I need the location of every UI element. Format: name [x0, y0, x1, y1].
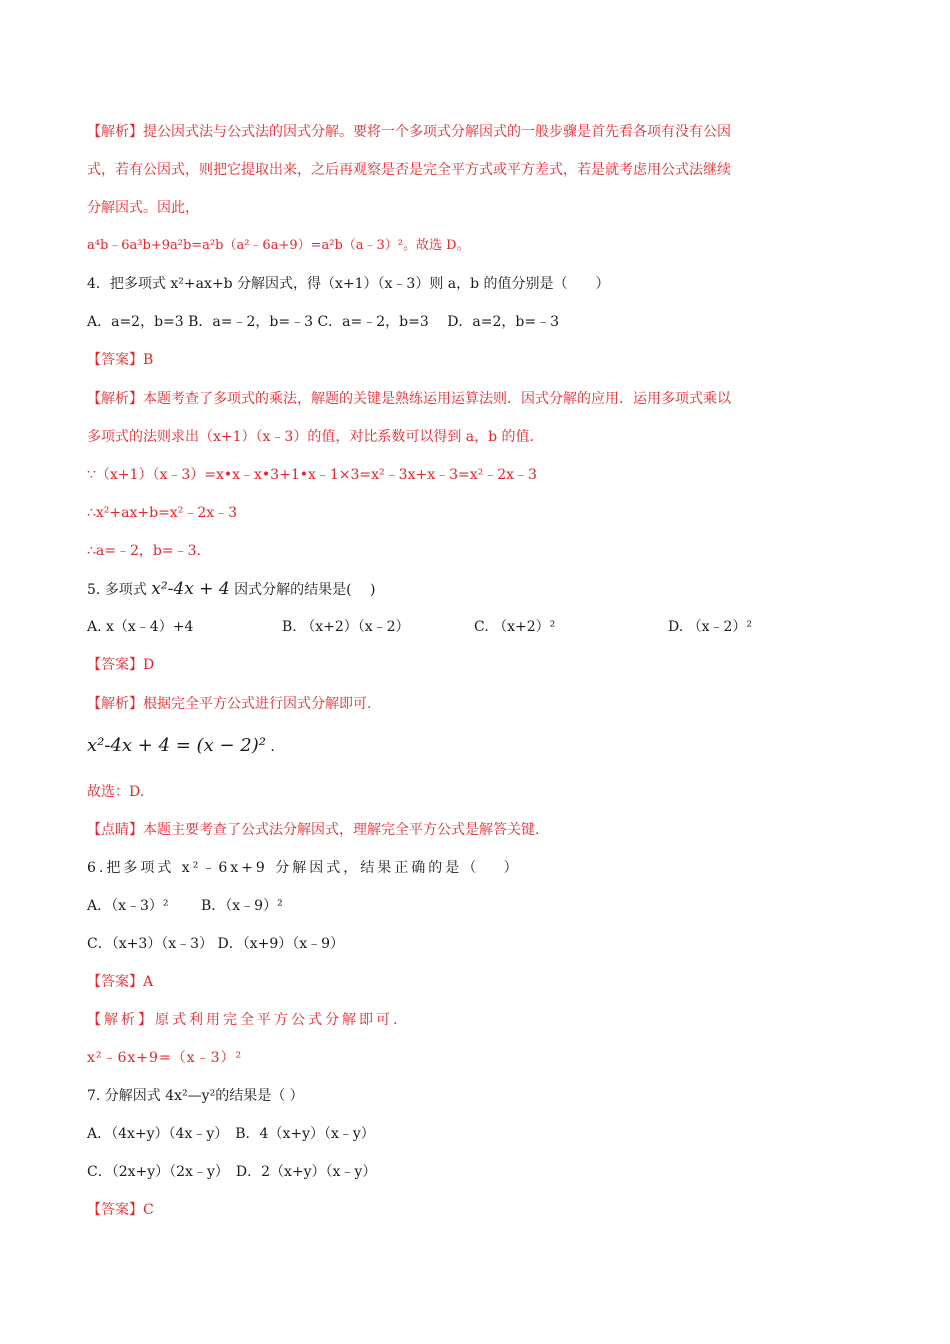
question-5-equation-expression: x²-4x + 4 = (x − 2)²	[87, 735, 266, 756]
question-5-note: 【点睛】本题主要考查了公式法分解因式，理解完全平方公式是解答关键.	[87, 822, 540, 838]
analysis-line-1: 【解析】提公因式法与公式法的因式分解。要将一个多项式分解因式的一般步骤是首先看各项有没有公因	[87, 124, 731, 140]
question-5-selection: 故选：D.	[87, 784, 145, 800]
question-4-explanation-2: 多项式的法则求出（x+1）（x﹣3）的值，对比系数可以得到 a，b 的值．	[87, 429, 544, 445]
question-6: 6.把多项式 x²﹣6x+9 分解因式，结果正确的是（ ）	[87, 860, 521, 876]
question-7: 7. 分解因式 4x²—y²的结果是（ ）	[87, 1088, 304, 1104]
question-4-explanation-3: ∵（x+1）（x﹣3）=x•x﹣x•3+1•x﹣1×3=x²﹣3x+x﹣3=x²﹣2x﹣3	[87, 467, 537, 483]
question-5-suffix: 因式分解的结果是( )	[234, 582, 376, 598]
question-6-options-cd: C．（x+3）（x﹣3） D．（x+9）（x﹣9）	[87, 936, 345, 952]
question-4-options: A．a=2，b=3 B．a=﹣2，b=﹣3 C．a=﹣2，b=3 D．a=2，b=﹣3	[87, 314, 560, 330]
question-5-equation	[87, 736, 880, 757]
question-7-options-cd: C．（2x+y）（2x﹣y） D．2（x+y）（x﹣y）	[87, 1164, 377, 1180]
analysis-line-2: 式，若有公因式，则把它提取出来，之后再观察是否是完全平方式或平方差式，若是就考虑用公式法继续	[87, 162, 731, 178]
question-7-options-ab: A．（4x+y）（4x﹣y） B．4（x+y）（x﹣y）	[87, 1126, 375, 1142]
question-5-expression: x²-4x + 4	[151, 579, 230, 599]
question-7-answer: 【答案】C	[87, 1202, 154, 1218]
question-4-explanation-5: ∴a=﹣2，b=﹣3．	[87, 543, 211, 559]
question-6-explanation: 【解析】原式利用完全平方公式分解即可.	[87, 1012, 401, 1028]
question-4-answer: 【答案】B	[87, 352, 154, 368]
question-5-equation-period: .	[270, 739, 275, 755]
question-5-option-a: A. x（x﹣4）+4	[87, 619, 194, 635]
question-6-options-ab: A．（x﹣3）² B．（x﹣9）²	[87, 898, 283, 914]
question-4-explanation-1: 【解析】本题考查了多项式的乘法，解题的关键是熟练运用运算法则．因式分解的应用．运用多项式乘以	[87, 391, 731, 407]
question-5	[87, 579, 880, 600]
question-5-option-b: B. （x+2）（x﹣2）	[282, 619, 410, 635]
question-5-option-d: D. （x﹣2）²	[668, 619, 753, 635]
question-5-answer: 【答案】D	[87, 657, 155, 673]
question-6-result: x²﹣6x+9=（x﹣3）²	[87, 1050, 243, 1066]
question-5-option-c: C. （x+2）²	[474, 619, 556, 635]
analysis-line-3: 分解因式。因此，	[87, 200, 199, 216]
question-6-answer: 【答案】A	[87, 974, 154, 990]
analysis-formula: a⁴b﹣6a³b+9a²b=a²b（a²﹣6a+9）=a²b（a﹣3）²。故选 D。	[87, 238, 470, 253]
question-5-prefix: 5. 多项式	[87, 582, 147, 598]
question-4-explanation-4: ∴x²+ax+b=x²﹣2x﹣3	[87, 505, 238, 521]
question-5-explanation: 【解析】根据完全平方公式进行因式分解即可.	[87, 696, 372, 712]
question-4: 4．把多项式 x²+ax+b 分解因式，得（x+1）（x﹣3）则 a，b 的值分别是（ ）	[87, 276, 610, 292]
